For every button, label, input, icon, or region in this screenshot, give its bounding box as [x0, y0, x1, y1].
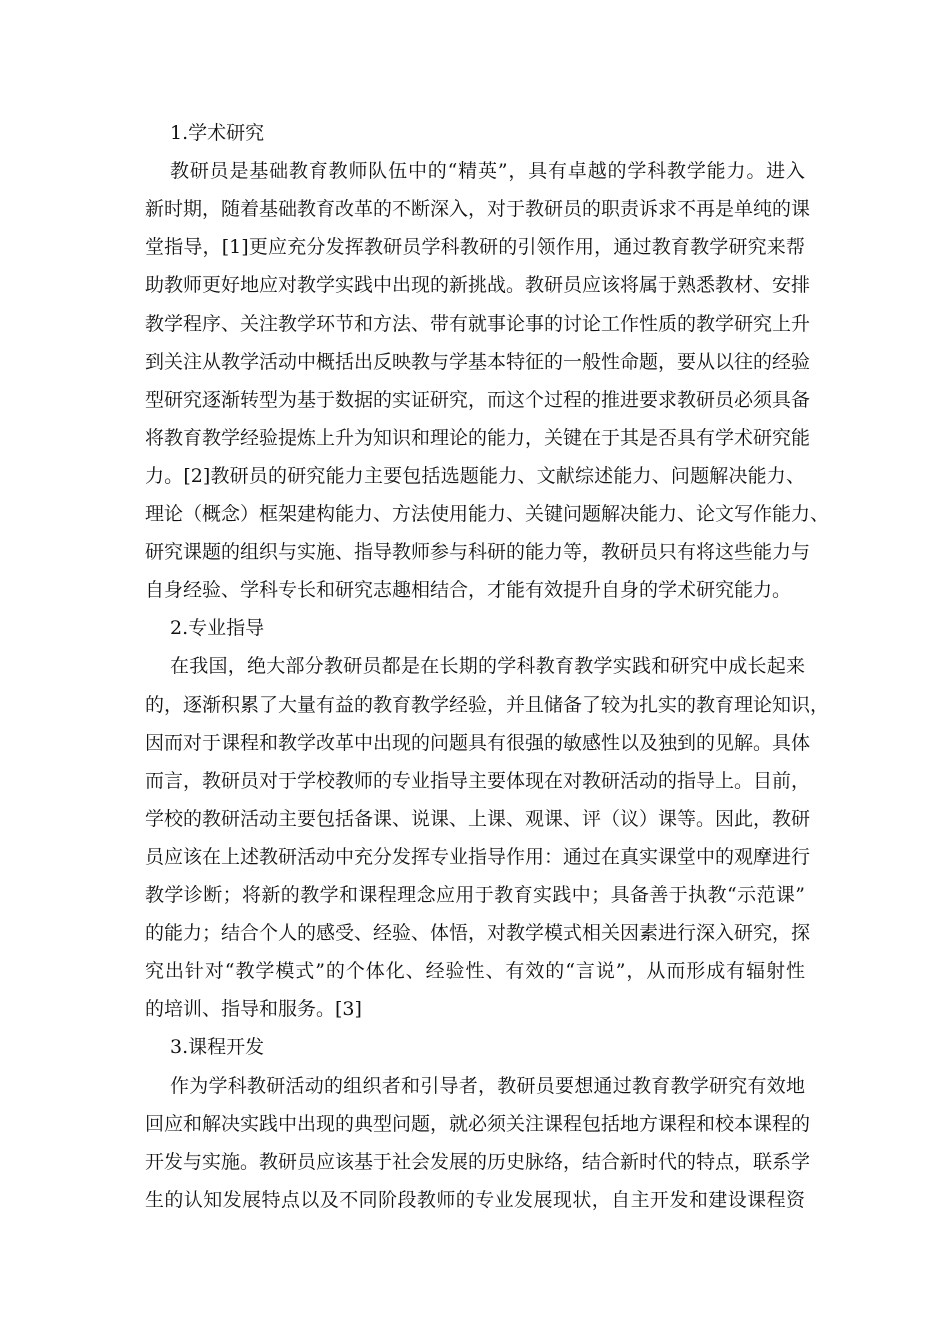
paragraph-line: 教研员是基础教育教师队伍中的“精英”，具有卓越的学科教学能力。进入: [170, 160, 805, 183]
paragraph-line: 教学程序、关注教学环节和方法、带有就事论事的讨论工作性质的教学研究上升: [145, 312, 811, 335]
paragraph-line: 在我国，绝大部分教研员都是在长期的学科教育教学实践和研究中成长起来: [170, 655, 805, 678]
paragraph-line: 学校的教研活动主要包括备课、说课、上课、观课、评（议）课等。因此，教研: [145, 807, 811, 830]
paragraph-line: 的培训、指导和服务。[3]: [145, 998, 362, 1021]
paragraph-line: 新时期，随着基础教育改革的不断深入，对于教研员的职责诉求不再是单纯的课: [145, 198, 811, 221]
paragraph-line: 自身经验、学科专长和研究志趣相结合，才能有效提升自身的学术研究能力。: [145, 579, 792, 602]
paragraph-line: 生的认知发展特点以及不同阶段教师的专业发展现状，自主开发和建设课程资: [145, 1188, 805, 1211]
paragraph-line: 究出针对“教学模式”的个体化、经验性、有效的“言说”，从而形成有辐射性: [145, 960, 805, 983]
paragraph-line: 员应该在上述教研活动中充分发挥专业指导作用：通过在真实课堂中的观摩进行: [145, 845, 811, 868]
paragraph-line: 堂指导，[1]更应充分发挥教研员学科教研的引领作用，通过教育教学研究来帮: [145, 236, 805, 259]
paragraph-line: 因而对于课程和教学改革中出现的问题具有很强的敏感性以及独到的见解。具体: [145, 731, 811, 754]
paragraph-line: 的，逐渐积累了大量有益的教育教学经验，并且储备了较为扎实的教育理论知识，: [145, 693, 830, 716]
paragraph-line: 助教师更好地应对教学实践中出现的新挑战。教研员应该将属于熟悉教材、安排: [145, 274, 811, 297]
paragraph-line: 教学诊断；将新的教学和课程理念应用于教育实践中；具备善于执教“示范课”: [145, 884, 805, 906]
paragraph-line: 研究课题的组织与实施、指导教师参与科研的能力等，教研员只有将这些能力与: [145, 541, 811, 564]
paragraph-line: 而言，教研员对于学校教师的专业指导主要体现在对教研活动的指导上。目前，: [145, 769, 811, 792]
paragraph-line: 理论（概念）框架建构能力、方法使用能力、关键问题解决能力、论文写作能力、: [145, 503, 830, 525]
section-heading: 2.专业指导: [170, 617, 265, 640]
paragraph-line: 作为学科教研活动的组织者和引导者，教研员要想通过教育教学研究有效地: [170, 1074, 805, 1097]
paragraph-line: 开发与实施。教研员应该基于社会发展的历史脉络，结合新时代的特点，联系学: [145, 1150, 811, 1173]
section-heading: 1.学术研究: [170, 122, 265, 144]
paragraph-line: 将教育教学经验提炼上升为知识和理论的能力，关键在于其是否具有学术研究能: [145, 426, 811, 449]
section-heading: 3.课程开发: [170, 1036, 265, 1059]
paragraph-line: 的能力；结合个人的感受、经验、体悟，对教学模式相关因素进行深入研究，探: [145, 922, 811, 945]
paragraph-line: 型研究逐渐转型为基于数据的实证研究，而这个过程的推进要求教研员必须具备: [145, 388, 811, 411]
paragraph-line: 回应和解决实践中出现的典型问题，就必须关注课程包括地方课程和校本课程的: [145, 1112, 811, 1135]
paragraph-line: 力。[2]教研员的研究能力主要包括选题能力、文献综述能力、问题解决能力、: [145, 464, 805, 487]
paragraph-line: 到关注从教学活动中概括出反映教与学基本特征的一般性命题，要从以往的经验: [145, 350, 811, 373]
